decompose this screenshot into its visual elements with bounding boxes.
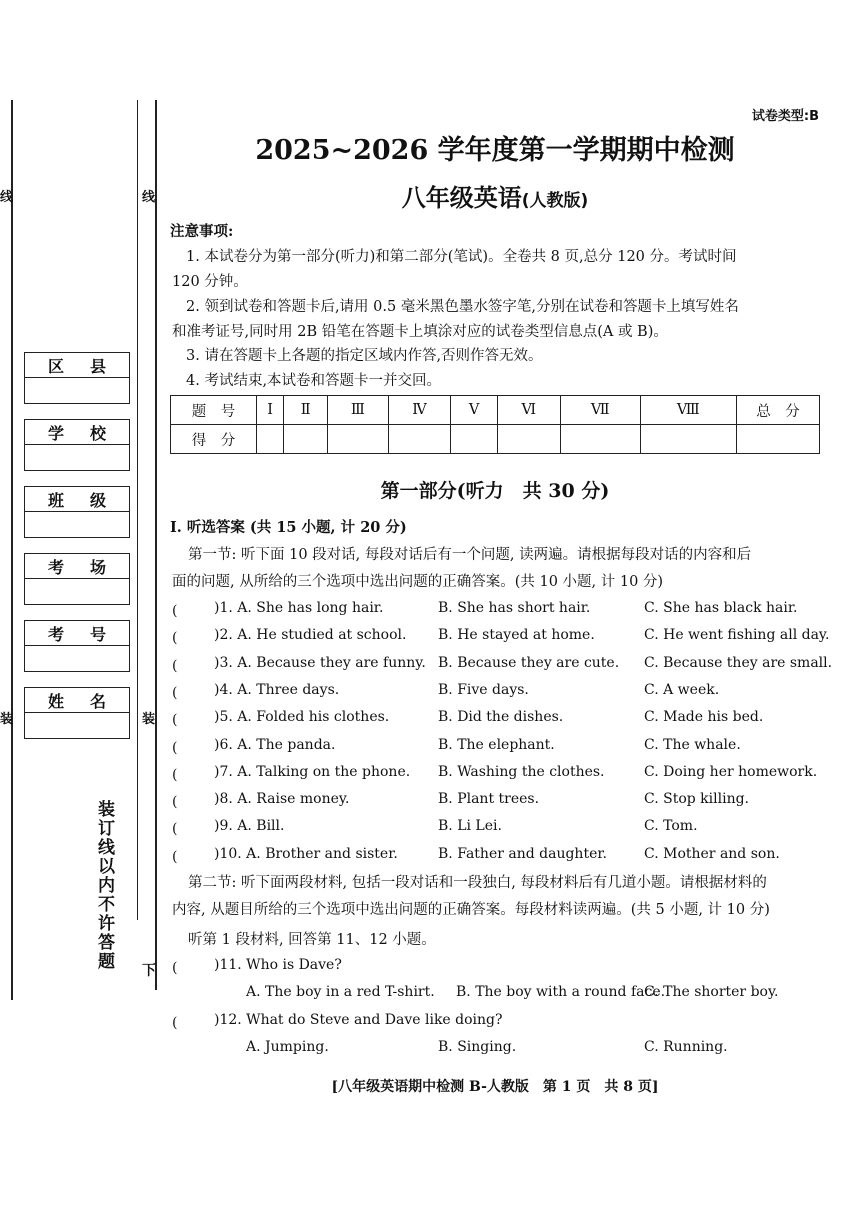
field-exam-room-char2: 场 [89,557,106,577]
question-stem: )1. A. She has long hair. [214,600,384,616]
notes-line-4: 和准考证号,同时用 2B 铅笔在答题卡上填涂对应的试卷类型信息点(A 或 B)。 [172,324,668,340]
question-row [172,627,830,647]
answer-blank[interactable]: ( [172,821,206,838]
subtitle-edition: (人教版) [521,191,589,211]
option-c: C. A week. [644,681,720,698]
score-cell[interactable] [451,425,497,454]
answer-blank[interactable]: ( [172,712,206,729]
option-b: B. Because they are cute. [438,654,620,671]
notes-line-1: 1. 本试卷分为第一部分(听力)和第二部分(笔试)。全卷共 8 页,总分 120 分。考试时间 [186,249,737,265]
field-district[interactable] [24,352,130,404]
sec1-intro-1: 第一节: 听下面 10 段对话, 每段对话后有一个问题, 读两遍。请根据每段对话的内容和后 [188,547,752,563]
field-class[interactable] [24,486,130,538]
option-c: C. Doing her homework. [644,763,818,780]
score-header-6: Ⅵ [497,396,560,425]
margin-char-bottom-right: 装 [142,712,156,727]
material1-intro: 听第 1 段材料, 回答第 11、12 小题。 [188,932,436,948]
subtitle-main: 八年级英语 [401,184,522,212]
notes-line-2: 120 分钟。 [172,274,248,290]
score-table-header-row [171,396,820,425]
option-b: B. The elephant. [438,736,555,753]
field-school[interactable] [24,419,130,471]
question-12 [172,1012,822,1032]
score-cell-total[interactable] [737,425,820,454]
field-name[interactable] [24,687,130,739]
answer-blank[interactable]: ( [172,794,206,811]
answer-blank[interactable]: ( [172,657,206,674]
notes-line-6: 4. 考试结束,本试卷和答题卡一并交回。 [186,373,442,389]
margin-char-bottom-left: 装 [0,712,14,727]
question-row [172,600,822,620]
option-b: B. Washing the clothes. [438,763,605,780]
question-stem: )3. A. Because they are funny. [214,654,426,671]
option-c: C. Stop killing. [644,791,749,808]
score-header-1: Ⅰ [257,396,284,425]
field-class-char2: 级 [89,490,106,510]
option-b: B. The boy with a round face. [456,984,666,1000]
page-footer: [八年级英语期中检测 B-人教版 第 1 页 共 8 页] [331,1079,659,1095]
question-row [172,818,822,838]
option-b: B. She has short hair. [438,600,591,616]
option-b: B. Father and daughter. [438,845,607,862]
score-cell[interactable] [640,425,736,454]
question-stem: )4. A. Three days. [214,681,340,698]
margin-char-top-left: 线 [0,190,14,205]
score-header-2: Ⅱ [284,396,328,425]
question-row [172,791,822,811]
margin-line-outer [11,100,13,1000]
answer-blank[interactable]: ( [172,1015,206,1031]
score-cell[interactable] [388,425,451,454]
question-row [172,682,822,702]
question-row [172,654,833,675]
score-header-5: Ⅴ [451,396,497,425]
score-header-3: Ⅲ [328,396,389,425]
answer-blank[interactable]: ( [172,960,206,976]
question-stem: )7. A. Talking on the phone. [214,763,411,780]
answer-blank[interactable]: ( [172,630,206,647]
exam-type: 试卷类型:B [751,109,819,124]
option-b: B. Singing. [438,1039,517,1055]
question-row [172,709,822,729]
option-b: B. Five days. [438,681,529,698]
score-cell[interactable] [284,425,328,454]
answer-blank[interactable]: ( [172,766,206,783]
option-c: C. Mother and son. [644,845,780,862]
option-c: C. He went fishing all day. [644,627,830,644]
score-cell[interactable] [328,425,389,454]
notes-heading: 注意事项: [170,223,234,240]
question-stem: )11. Who is Dave? [214,957,342,973]
question-12-options [172,1039,822,1059]
field-district-char1: 区 [47,356,64,376]
sec2-intro-1: 第二节: 听下面两段材料, 包括一段对话和一段独白, 每段材料后有几道小题。请根据材料的 [188,875,767,891]
field-exam-room[interactable] [24,553,130,605]
exam-subtitle [170,178,820,213]
question-11 [172,957,822,977]
option-c: C. She has black hair. [644,600,798,616]
binding-warning: 装订线以内不许答题 [94,800,114,971]
margin-char-top-right: 线 [142,190,156,205]
notes-line-5: 3. 请在答题卡上各题的指定区域内作答,否则作答无效。 [186,348,543,364]
option-b: B. Li Lei. [438,818,502,835]
question-row [172,737,822,757]
option-c: C. Running. [644,1039,728,1055]
option-c: C. Because they are small. [644,654,833,671]
answer-blank[interactable]: ( [172,739,206,756]
score-cell[interactable] [560,425,640,454]
question-stem: )8. A. Raise money. [214,791,350,808]
sec1-intro-2: 面的问题, 从所给的三个选项中选出问题的正确答案。(共 10 小题, 计 10 分) [172,574,664,590]
field-exam-number[interactable] [24,620,130,672]
answer-blank[interactable]: ( [172,848,206,865]
question-stem: )5. A. Folded his clothes. [214,709,390,726]
option-c: C. The shorter boy. [644,984,779,1000]
option-b: B. He stayed at home. [438,627,595,644]
score-cell[interactable] [257,425,284,454]
answer-blank[interactable]: ( [172,603,206,619]
answer-blank[interactable]: ( [172,684,206,701]
option-b: B. Did the dishes. [438,709,564,726]
score-header-label: 题 号 [171,396,257,425]
question-stem: )2. A. He studied at school. [214,627,407,644]
margin-line-inner-1 [137,100,138,920]
option-a: A. Jumping. [246,1039,329,1055]
part1-title: 第一部分(听力 共 30 分) [380,480,610,502]
option-c: C. Made his bed. [644,709,764,726]
field-name-char1: 姓 [47,691,64,711]
option-c: C. Tom. [644,818,698,835]
margin-char-xia: 下 [142,963,156,979]
field-name-char2: 名 [89,691,106,711]
question-stem: )6. A. The panda. [214,736,336,753]
score-header-4: Ⅳ [388,396,451,425]
exam-title: 2025~2026 学年度第一学期期中检测 [255,135,735,166]
question-row [172,846,822,866]
question-row [172,764,822,784]
field-class-char1: 班 [47,490,64,510]
section-heading: Ⅰ. 听选答案 (共 15 小题, 计 20 分) [170,519,407,536]
field-school-char2: 校 [89,423,106,443]
option-b: B. Plant trees. [438,791,540,808]
score-row-label: 得 分 [171,425,257,454]
question-stem: )9. A. Bill. [214,818,285,835]
field-exam-number-char1: 考 [47,624,64,644]
score-table-score-row [171,425,820,454]
option-a: A. The boy in a red T-shirt. [246,984,435,1000]
score-cell[interactable] [497,425,560,454]
score-header-total: 总 分 [737,396,820,425]
question-stem: )12. What do Steve and Dave like doing? [214,1012,503,1028]
question-11-options [172,984,822,1004]
field-exam-number-char2: 号 [89,624,106,644]
sec2-intro-2: 内容, 从题目所给的三个选项中选出问题的正确答案。每段材料读两遍。(共 5 小题, 计 10 分) [172,902,770,918]
score-table [170,395,820,454]
question-stem: )10. A. Brother and sister. [214,845,398,862]
score-header-8: Ⅷ [640,396,736,425]
score-header-7: Ⅶ [560,396,640,425]
notes-line-3: 2. 领到试卷和答题卡后,请用 0.5 毫米黑色墨水签字笔,分别在试卷和答题卡上填写姓名 [186,299,739,315]
field-school-char1: 学 [47,423,64,443]
field-exam-room-char1: 考 [47,557,64,577]
margin-line-inner-2 [155,100,157,990]
field-district-char2: 县 [89,356,106,376]
option-c: C. The whale. [644,736,741,753]
